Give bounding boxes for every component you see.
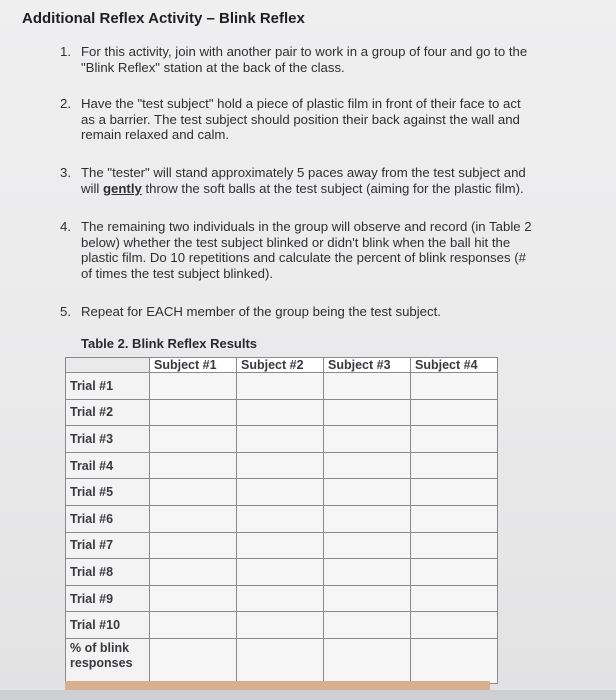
step-line: as a barrier. The test subject should position their back against the wall and (81, 111, 520, 127)
result-cell[interactable] (411, 505, 498, 532)
table-row (66, 612, 498, 639)
result-cell[interactable] (150, 559, 237, 586)
table-row (66, 373, 498, 400)
row-label: Trail #4 (66, 452, 150, 479)
table-row (66, 559, 498, 586)
step-line: remain relaxed and calm. (81, 127, 230, 143)
step-line: plastic film. Do 10 repetitions and calculate the percent of blink responses (# (81, 250, 526, 266)
result-cell[interactable] (411, 585, 498, 612)
table-corner (66, 358, 150, 373)
table-row-percent (66, 638, 498, 683)
result-cell[interactable] (324, 505, 411, 532)
result-cell[interactable] (237, 638, 324, 683)
table-caption: Table 2. Blink Reflex Results (81, 336, 258, 351)
result-cell[interactable] (150, 452, 237, 479)
column-header: Subject #4 (411, 358, 498, 373)
screen-bottom-edge (0, 690, 616, 700)
result-cell[interactable] (150, 505, 237, 532)
result-cell[interactable] (411, 452, 498, 479)
result-cell[interactable] (150, 532, 237, 559)
step-line: of times the test subject blinked). (81, 265, 274, 281)
result-cell[interactable] (411, 559, 498, 586)
result-cell[interactable] (150, 399, 237, 426)
step-line: Have the "test subject" hold a piece of plastic film in front of their face to act (81, 96, 521, 111)
result-cell[interactable] (237, 585, 324, 612)
result-cell[interactable] (324, 612, 411, 639)
row-label-line: responses (70, 655, 133, 670)
step-line: The "tester" will stand approximately 5 paces away from the test subject and (81, 165, 526, 180)
column-header: Subject #3 (324, 358, 411, 373)
step-line: For this activity, join with another pair to work in a group of four and go to the (81, 44, 528, 59)
result-cell[interactable] (237, 559, 324, 586)
row-label: Trial #1 (66, 373, 150, 400)
result-cell[interactable] (150, 585, 237, 612)
step-line (81, 181, 546, 197)
table-row (66, 399, 498, 426)
column-header: Subject #1 (150, 358, 237, 373)
step-line: "Blink Reflex" station at the back of the class. (81, 59, 345, 75)
result-cell[interactable] (237, 373, 324, 400)
row-label-line: % of blink (70, 640, 130, 655)
result-cell[interactable] (237, 426, 324, 453)
row-label: Trial #3 (66, 426, 150, 453)
step-text: throw the soft balls at the test subject (aiming for the plastic film). (141, 180, 524, 196)
result-cell[interactable] (411, 373, 498, 400)
result-cell[interactable] (411, 612, 498, 639)
result-cell[interactable] (411, 479, 498, 506)
row-label: Trial #2 (66, 399, 150, 426)
row-label: Trial #8 (66, 559, 150, 586)
result-cell[interactable] (324, 452, 411, 479)
step-number: 5. (60, 304, 71, 319)
result-cell[interactable] (150, 612, 237, 639)
result-cell[interactable] (411, 426, 498, 453)
table-row (66, 505, 498, 532)
result-cell[interactable] (324, 585, 411, 612)
result-cell[interactable] (237, 612, 324, 639)
step-line: below) whether the test subject blinked or didn't blink when the ball hit the (81, 234, 511, 250)
step-text: will (81, 180, 103, 196)
row-label: Trial #6 (66, 505, 150, 532)
step-line: Repeat for EACH member of the group being the test subject. (81, 304, 441, 319)
column-header: Subject #2 (237, 358, 324, 373)
table-row (66, 532, 498, 559)
step-number: 2. (60, 96, 71, 111)
row-label: Trial #9 (66, 585, 150, 612)
result-cell[interactable] (150, 638, 237, 683)
result-cell[interactable] (150, 426, 237, 453)
table-row (66, 585, 498, 612)
result-cell[interactable] (237, 399, 324, 426)
result-cell[interactable] (237, 505, 324, 532)
result-cell[interactable] (324, 479, 411, 506)
step-number: 1. (60, 44, 71, 59)
result-cell[interactable] (324, 399, 411, 426)
result-cell[interactable] (150, 373, 237, 400)
table-row (66, 426, 498, 453)
row-label-percent (66, 638, 150, 683)
result-cell[interactable] (237, 532, 324, 559)
page-title: Additional Reflex Activity – Blink Reflex (22, 10, 305, 27)
result-cell[interactable] (324, 638, 411, 683)
step-number: 3. (60, 165, 71, 180)
result-cell[interactable] (411, 399, 498, 426)
row-label: Trial #10 (66, 612, 150, 639)
result-cell[interactable] (237, 479, 324, 506)
step-number: 4. (60, 219, 71, 234)
result-cell[interactable] (324, 426, 411, 453)
table-row (66, 479, 498, 506)
result-cell[interactable] (411, 532, 498, 559)
result-cell[interactable] (324, 559, 411, 586)
result-cell[interactable] (150, 479, 237, 506)
result-cell[interactable] (411, 638, 498, 683)
result-cell[interactable] (324, 532, 411, 559)
row-label: Trial #5 (66, 479, 150, 506)
blink-results-table (65, 357, 498, 684)
step-line: The remaining two individuals in the group will observe and record (in Table 2 (81, 219, 532, 234)
emphasis-gently: gently (102, 180, 142, 196)
result-cell[interactable] (237, 452, 324, 479)
table-row (66, 452, 498, 479)
row-label: Trial #7 (66, 532, 150, 559)
result-cell[interactable] (324, 373, 411, 400)
